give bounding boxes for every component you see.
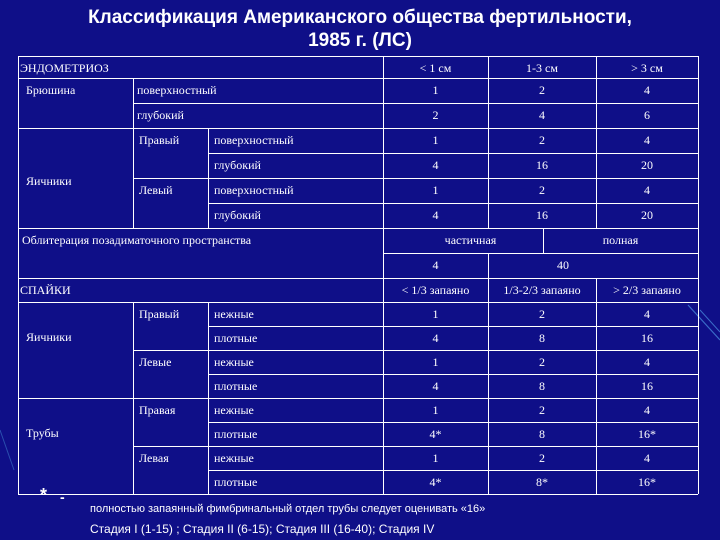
adh-tube-left-dense-value-1: 4* bbox=[429, 475, 442, 489]
peritoneum-superficial-value-2: 2 bbox=[539, 83, 545, 97]
grid-line bbox=[133, 178, 698, 179]
endo-ovary-right-superficial-value-2: 2 bbox=[539, 133, 545, 147]
table-left-border bbox=[18, 56, 19, 494]
adh-ovary-left-dense-label: плотные bbox=[214, 379, 258, 393]
endo-ovary-right-label: Правый bbox=[139, 133, 180, 147]
adh-tube-left-label: Левая bbox=[139, 451, 169, 465]
grid-line bbox=[208, 128, 209, 228]
peritoneum-superficial-label: поверхностный bbox=[137, 83, 217, 97]
endo-ovary-left-superficial-value-3: 4 bbox=[644, 183, 650, 197]
adh-tube-left-dense-value-3: 16* bbox=[638, 475, 656, 489]
endo-col-gt3: > 3 см bbox=[631, 61, 663, 75]
endo-ovary-left-deep-label: глубокий bbox=[214, 208, 261, 222]
grid-line bbox=[208, 203, 698, 204]
adh-ovary-left-soft-label: нежные bbox=[214, 355, 254, 369]
adh-col-gt-two-thirds: > 2/3 запаяно bbox=[613, 283, 681, 297]
grid-line bbox=[208, 422, 698, 423]
adh-ovaries-label: Яичники bbox=[26, 330, 72, 344]
peritoneum-deep-value-2: 4 bbox=[539, 108, 545, 122]
endo-ovary-left-label: Левый bbox=[139, 183, 173, 197]
grid-line bbox=[383, 253, 698, 254]
grid-line bbox=[488, 278, 489, 494]
endo-ovary-right-deep-value-3: 20 bbox=[641, 158, 653, 172]
grid-line bbox=[543, 228, 544, 253]
grid-line bbox=[133, 103, 698, 104]
adh-tube-right-dense-value-1: 4* bbox=[429, 427, 442, 441]
table-bottom-border bbox=[18, 494, 698, 495]
grid-line bbox=[596, 56, 597, 228]
adh-ovary-left-dense-value-1: 4 bbox=[432, 379, 439, 393]
grid-line bbox=[133, 446, 698, 447]
endo-ovary-right-superficial-label: поверхностный bbox=[214, 133, 294, 147]
endometriosis-header: ЭНДОМЕТРИОЗ bbox=[20, 61, 109, 75]
title-line-1: Классификация Американского общества фертильности, bbox=[88, 7, 632, 28]
classification-table bbox=[18, 56, 698, 494]
adh-ovary-left-soft-value-2: 2 bbox=[539, 355, 545, 369]
endo-ovary-left-deep-value-2: 16 bbox=[536, 208, 548, 222]
adh-tube-left-soft-value-3: 4 bbox=[644, 451, 650, 465]
adh-ovary-left-soft-value-1: 1 bbox=[432, 355, 439, 369]
footnote-asterisk: * bbox=[40, 485, 48, 505]
adh-ovary-left-dense-value-3: 16 bbox=[641, 379, 653, 393]
grid-line bbox=[208, 470, 698, 471]
endo-ovary-left-superficial-value-1: 1 bbox=[432, 183, 439, 197]
peritoneum-deep-value-1: 2 bbox=[432, 108, 439, 122]
adh-ovary-right-label: Правый bbox=[139, 307, 180, 321]
adhesions-header: СПАЙКИ bbox=[20, 283, 71, 297]
adh-ovary-right-soft-value-2: 2 bbox=[539, 307, 545, 321]
adh-tube-left-soft-value-1: 1 bbox=[432, 451, 439, 465]
adh-ovary-right-soft-value-1: 1 bbox=[432, 307, 439, 321]
adh-tube-left-soft-value-2: 2 bbox=[539, 451, 545, 465]
adh-tube-right-dense-value-2: 8 bbox=[539, 427, 545, 441]
peritoneum-deep-label: глубокий bbox=[137, 108, 184, 122]
grid-line bbox=[18, 228, 698, 229]
grid-line bbox=[383, 56, 384, 228]
grid-line bbox=[208, 374, 698, 375]
obliteration-full-value: 40 bbox=[557, 258, 569, 272]
endo-ovary-left-deep-value-1: 4 bbox=[432, 208, 439, 222]
grid-line bbox=[383, 278, 384, 494]
stages-text: Стадия I (1-15) ; Стадия II (6-15); Стадия III (16-40); Стадия IV bbox=[90, 522, 435, 536]
adh-ovary-right-dense-label: плотные bbox=[214, 331, 258, 345]
title-line-2: 1985 г. (ЛС) bbox=[308, 30, 412, 51]
adh-ovary-left-label: Левые bbox=[139, 355, 172, 369]
adh-tube-right-soft-value-1: 1 bbox=[432, 403, 439, 417]
grid-line bbox=[208, 302, 209, 494]
endo-ovary-left-superficial-value-2: 2 bbox=[539, 183, 545, 197]
adh-ovary-right-soft-value-3: 4 bbox=[644, 307, 650, 321]
footnote-dash: - bbox=[60, 489, 65, 505]
grid-line bbox=[488, 253, 489, 278]
grid-line bbox=[133, 302, 134, 494]
endo-ovary-right-superficial-value-3: 4 bbox=[644, 133, 650, 147]
adh-ovary-left-soft-value-3: 4 bbox=[644, 355, 650, 369]
grid-line bbox=[208, 153, 698, 154]
endo-ovary-left-deep-value-3: 20 bbox=[641, 208, 653, 222]
adh-tube-right-soft-label: нежные bbox=[214, 403, 254, 417]
adh-tube-left-dense-value-2: 8* bbox=[536, 475, 548, 489]
endo-ovary-right-deep-value-2: 16 bbox=[536, 158, 548, 172]
adh-tube-right-soft-value-3: 4 bbox=[644, 403, 650, 417]
adh-tube-right-soft-value-2: 2 bbox=[539, 403, 545, 417]
endo-ovary-right-superficial-value-1: 1 bbox=[432, 133, 439, 147]
grid-line bbox=[488, 56, 489, 228]
peritoneum-superficial-value-3: 4 bbox=[644, 83, 650, 97]
adh-ovary-right-dense-value-1: 4 bbox=[432, 331, 439, 345]
endo-ovary-right-deep-label: глубокий bbox=[214, 158, 261, 172]
obliteration-full-label: полная bbox=[602, 233, 639, 247]
adh-tubes-label: Трубы bbox=[26, 426, 59, 440]
peritoneum-superficial-value-1: 1 bbox=[432, 83, 439, 97]
slide-title bbox=[40, 6, 680, 52]
peritoneum-deep-value-3: 6 bbox=[644, 108, 650, 122]
endo-ovaries-label: Яичники bbox=[26, 174, 72, 188]
adh-ovary-right-dense-value-2: 8 bbox=[539, 331, 545, 345]
grid-line bbox=[383, 228, 384, 278]
endo-ovary-right-deep-value-1: 4 bbox=[432, 158, 439, 172]
peritoneum-label: Брюшина bbox=[26, 83, 76, 97]
adh-tube-left-dense-label: плотные bbox=[214, 475, 258, 489]
table-right-border bbox=[698, 56, 699, 494]
adh-col-mid: 1/3-2/3 запаяно bbox=[503, 283, 581, 297]
adh-tube-right-label: Правая bbox=[139, 403, 176, 417]
adh-tube-right-dense-value-3: 16* bbox=[638, 427, 656, 441]
adh-tube-left-soft-label: нежные bbox=[214, 451, 254, 465]
obliteration-partial-label: частичная bbox=[444, 233, 497, 247]
endo-col-1-3: 1-3 см bbox=[526, 61, 558, 75]
endo-col-lt1: < 1 см bbox=[419, 61, 452, 75]
obliteration-partial-value: 4 bbox=[432, 258, 439, 272]
endo-ovary-left-superficial-label: поверхностный bbox=[214, 183, 294, 197]
adh-ovary-right-dense-value-3: 16 bbox=[641, 331, 653, 345]
grid-line bbox=[133, 350, 698, 351]
adh-ovary-right-soft-label: нежные bbox=[214, 307, 254, 321]
adh-col-lt-third: < 1/3 запаяно bbox=[401, 283, 470, 297]
grid-line bbox=[208, 326, 698, 327]
footnote-text: полностью запаянный фимбринальный отдел трубы следует оценивать «16» bbox=[90, 503, 486, 515]
adh-ovary-left-dense-value-2: 8 bbox=[539, 379, 545, 393]
adh-tube-right-dense-label: плотные bbox=[214, 427, 258, 441]
obliteration-label: Облитерация позадиматочного пространства bbox=[22, 233, 252, 247]
grid-line bbox=[133, 78, 134, 228]
grid-line bbox=[596, 278, 597, 494]
